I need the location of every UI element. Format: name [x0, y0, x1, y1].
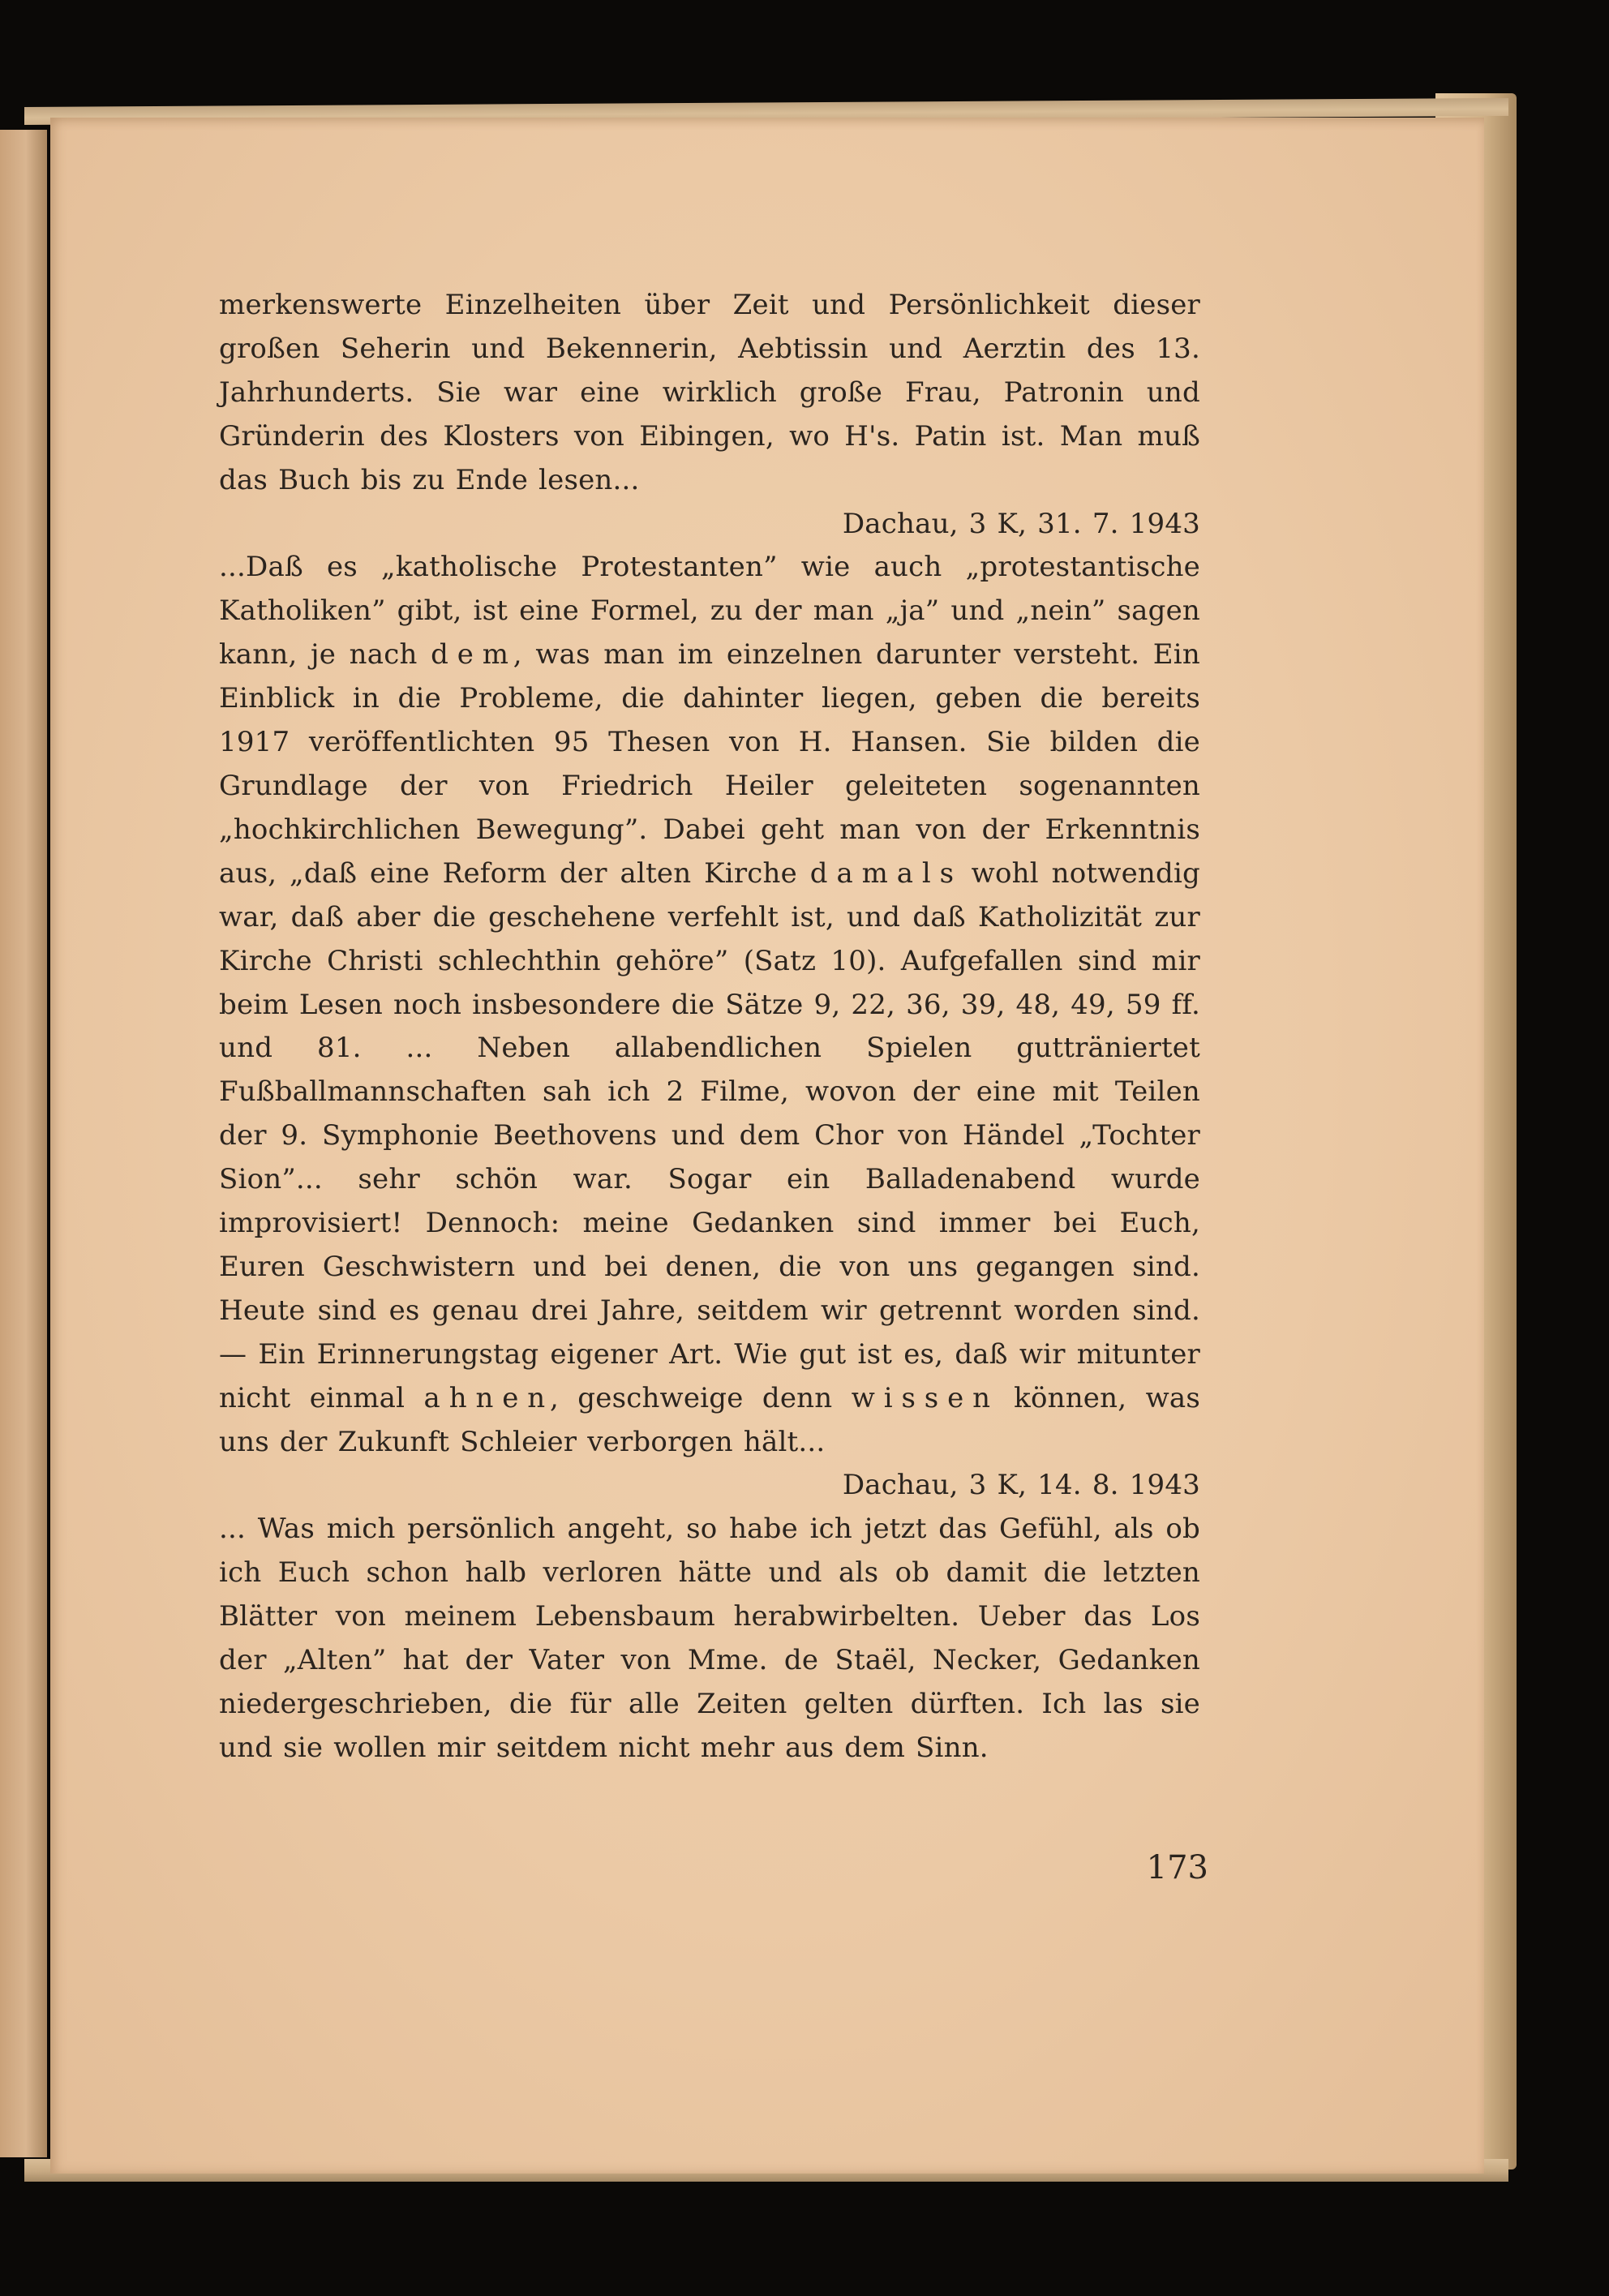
- paragraph-3: [219, 1508, 1200, 1770]
- letterspaced-emphasis: wissen: [851, 1381, 999, 1414]
- text-run: können, was uns der Zukunft Schleier verborgen hält...: [219, 1381, 1200, 1458]
- letterspaced-emphasis: damals: [809, 856, 963, 890]
- left-page-edge: [0, 130, 47, 2157]
- text-run: , was man im einzelnen darunter versteht. Ein Einblick in die Probleme, die dahinter liegen, geben die bereits 1917 veröffentlichten 95 Thesen von H. Hansen. Sie bilden die Grundlage der von Friedrich Heiler geleiteten sogenannten „hochkirchlichen Bewegung”. Dabei geht man von der Erkenntnis aus, „daß eine Reform der alten Kirche: [219, 638, 1200, 890]
- dateline-2: Dachau, 3 K, 14. 8. 1943: [842, 1469, 1200, 1502]
- letterspaced-emphasis: dem: [431, 638, 517, 672]
- text-run: ... Was mich persönlich angeht, so habe ich jetzt das Gefühl, als ob ich Euch schon halb verloren hätte und als ob damit die letzten Blätter von meinem Lebensbaum herabwirbelten. Ueber das Los der „Alten” hat der Vater von Mme. de Staël, Necker, Gedanken niedergeschrieben, die für alle Zeiten gelten dürften. Ich las sie und sie wollen mir seitdem nicht mehr aus dem Sinn.: [219, 1513, 1200, 1764]
- text-run: ...Daß es „katholische Protestanten” wie auch „protestantische Katholiken” gibt, ist eine Formel, zu der man „ja” und „nein” sagen kann, je nach: [219, 551, 1200, 672]
- dateline-1: Dachau, 3 K, 31. 7. 1943: [842, 507, 1200, 540]
- paragraph-2: [219, 546, 1200, 1464]
- page-number: 173: [1146, 1849, 1208, 1886]
- text-run: wohl notwendig war, daß aber die geschehene verfehlt ist, und daß Katholizität zur Kirche Christi schlechthin gehöre” (Satz 10). Aufgefallen sind mir beim Lesen noch insbesondere die Sätze 9, 22, 36, 39, 48, 49, 59 ff. und 81. ... Neben allabendlichen Spielen gutträniertet Fußballmannschaften sah ich 2 Filme, wovon der eine mit Teilen der 9. Symphonie Beethovens und dem Chor von Händel „Tochter Sion”... sehr schön war. Sogar ein Balladenabend wurde improvisiert! Dennoch: meine Gedanken sind immer bei Euch, Euren Geschwistern und bei denen, die von uns gegangen sind. Heute sind es genau drei Jahre, seitdem wir getrennt worden sind. — Ein Erinnerungstag eigener Art. Wie gut ist es, daß wir mitunter nicht einmal: [219, 856, 1201, 1414]
- text-run: merkenswerte Einzelheiten über Zeit und Persönlichkeit dieser großen Seherin und Bekennerin, Aebtissin und Aerztin des 13. Jahrhunderts. Sie war eine wirklich große Frau, Patronin und Gründerin des Klosters von Eibingen, wo H's. Patin ist. Man muß das Buch bis zu Ende lesen...: [219, 289, 1200, 496]
- text-run: , geschweige denn: [549, 1381, 852, 1414]
- letterspaced-emphasis: ahnen: [423, 1381, 555, 1414]
- page-body-text: [219, 284, 1200, 1770]
- paragraph-1: [219, 284, 1200, 503]
